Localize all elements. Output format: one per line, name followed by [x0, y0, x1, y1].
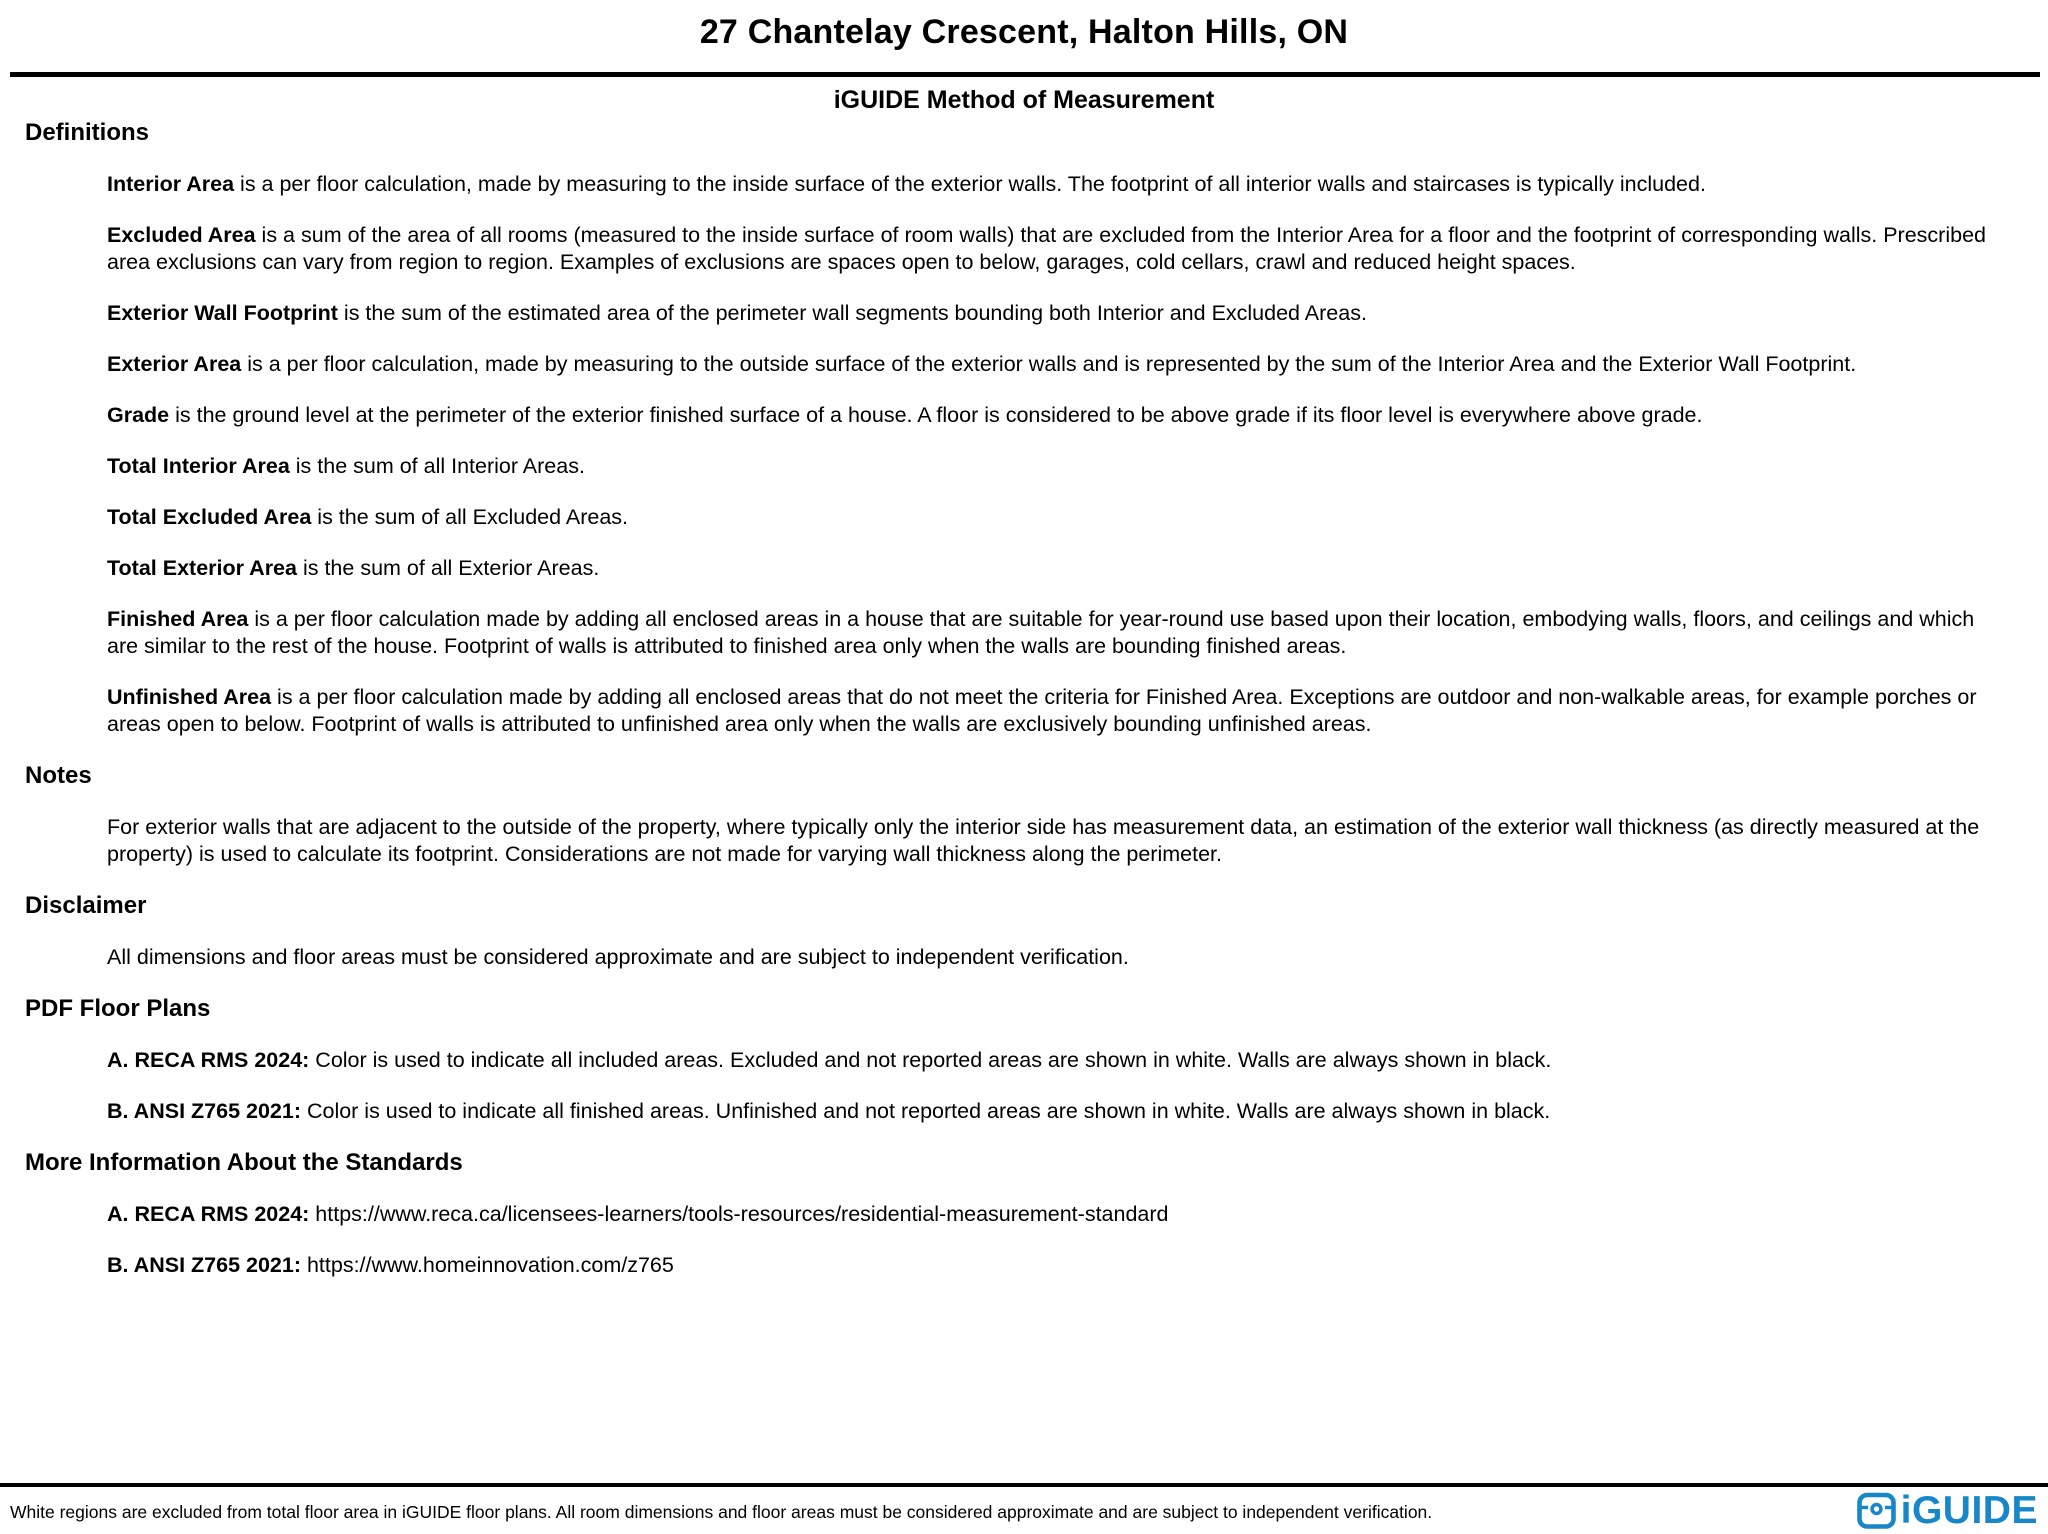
definition-text: is a sum of the area of all rooms (measured to the inside surface of room walls) that are excluded from the Interior Area for a floor and the footprint of corresponding walls. Prescribed area exclusions can vary from region to region. Examples of exclusions are spaces open to below, garages, cold cellars, crawl and reduced height spaces.	[107, 223, 1986, 274]
definition-term: Grade	[107, 403, 170, 427]
definition-text: is a per floor calculation, made by measuring to the inside surface of the exterior walls. The footprint of all interior walls and staircases is typically included.	[234, 172, 1706, 196]
footer-disclaimer-text: White regions are excluded from total floor area in iGUIDE floor plans. All room dimensions and floor areas must be considered approximate and are subject to independent verification.	[10, 1501, 1433, 1522]
definition-exterior-area	[107, 351, 1993, 378]
definition-term: Exterior Wall Footprint	[107, 301, 338, 325]
more-information-item-ansi	[107, 1252, 1993, 1279]
pdf-floor-plans-heading: PDF Floor Plans	[25, 995, 211, 1022]
definition-text: is a per floor calculation made by adding all enclosed areas in a house that are suitable for year-round use based upon their location, embodying walls, floors, and ceilings and which are similar to the rest of the house. Footprint of walls is attributed to finished area only when the walls are bounding finished areas.	[107, 607, 1975, 658]
definition-text: is the sum of all Interior Areas.	[289, 454, 585, 478]
page-subtitle: iGUIDE Method of Measurement	[833, 86, 1215, 114]
pdf-floor-plans-item-reca	[107, 1047, 1993, 1074]
definition-total-excluded-area	[107, 504, 1993, 531]
definition-grade	[107, 402, 1993, 429]
definition-text: is a per floor calculation made by adding all enclosed areas that do not meet the criteria for Finished Area. Exceptions are outdoor and non-walkable areas, for example porches or areas open to below. Footprint of walls is attributed to unfinished area only when the walls are exclusively bounding unfinished areas.	[107, 685, 1977, 736]
pdf-floor-plans-item-ansi	[107, 1098, 1993, 1125]
standard-label: B. ANSI Z765 2021:	[107, 1253, 301, 1277]
standard-label: A. RECA RMS 2024:	[107, 1048, 310, 1072]
more-information-item-reca	[107, 1201, 1993, 1228]
definition-exterior-wall-footprint	[107, 300, 1993, 327]
definition-finished-area	[107, 606, 1993, 660]
standard-label: B. ANSI Z765 2021:	[107, 1099, 301, 1123]
page-title: 27 Chantelay Crescent, Halton Hills, ON	[699, 13, 1349, 51]
standard-text: Color is used to indicate all included areas. Excluded and not reported areas are shown in white. Walls are always shown in black.	[309, 1048, 1552, 1072]
definition-term: Interior Area	[107, 172, 235, 196]
standard-text: Color is used to indicate all finished areas. Unfinished and not reported areas are shown in white. Walls are always shown in black.	[300, 1099, 1551, 1123]
notes-paragraph: For exterior walls that are adjacent to the outside of the property, where typically only the interior side has measurement data, an estimation of the exterior wall thickness (as directly measured at the property) is used to calculate its footprint. Considerations are not made for varying wall thickness along the perimeter.	[107, 815, 1980, 866]
definition-text: is the sum of all Excluded Areas.	[311, 505, 628, 529]
more-information-heading: More Information About the Standards	[25, 1149, 463, 1176]
standard-url: https://www.reca.ca/licensees-learners/tools-resources/residential-measurement-standard	[309, 1202, 1169, 1226]
iguide-wordmark: iGUIDE	[1900, 1488, 2038, 1532]
iguide-camera-icon	[1856, 1490, 1897, 1531]
definition-term: Total Exterior Area	[107, 556, 297, 580]
definition-excluded-area	[107, 222, 1993, 276]
disclaimer-heading: Disclaimer	[25, 892, 147, 919]
definition-text: is a per floor calculation, made by measuring to the outside surface of the exterior walls and is represented by the sum of the Interior Area and the Exterior Wall Footprint.	[241, 352, 1857, 376]
title-divider	[10, 72, 2040, 77]
definition-term: Excluded Area	[107, 223, 256, 247]
definitions-heading: Definitions	[25, 119, 149, 146]
definition-term: Total Interior Area	[107, 454, 290, 478]
standard-label: A. RECA RMS 2024:	[107, 1202, 310, 1226]
definition-term: Total Excluded Area	[107, 505, 312, 529]
notes-heading: Notes	[25, 762, 92, 789]
definition-unfinished-area	[107, 684, 1993, 738]
definition-total-exterior-area	[107, 555, 1993, 582]
definition-total-interior-area	[107, 453, 1993, 480]
definition-text: is the ground level at the perimeter of the exterior finished surface of a house. A floor is considered to be above grade if its floor level is everywhere above grade.	[169, 403, 1703, 427]
definition-term: Exterior Area	[107, 352, 242, 376]
definition-text: is the sum of all Exterior Areas.	[296, 556, 600, 580]
iguide-logo	[1856, 1490, 2040, 1531]
standard-url: https://www.homeinnovation.com/z765	[300, 1253, 674, 1277]
definition-term: Unfinished Area	[107, 685, 272, 709]
definition-text: is the sum of the estimated area of the perimeter wall segments bounding both Interior and Excluded Areas.	[337, 301, 1367, 325]
definition-interior-area	[107, 171, 1993, 198]
definition-term: Finished Area	[107, 607, 249, 631]
page-footer	[0, 1483, 2048, 1534]
disclaimer-paragraph: All dimensions and floor areas must be considered approximate and are subject to independent verification.	[107, 945, 1129, 969]
